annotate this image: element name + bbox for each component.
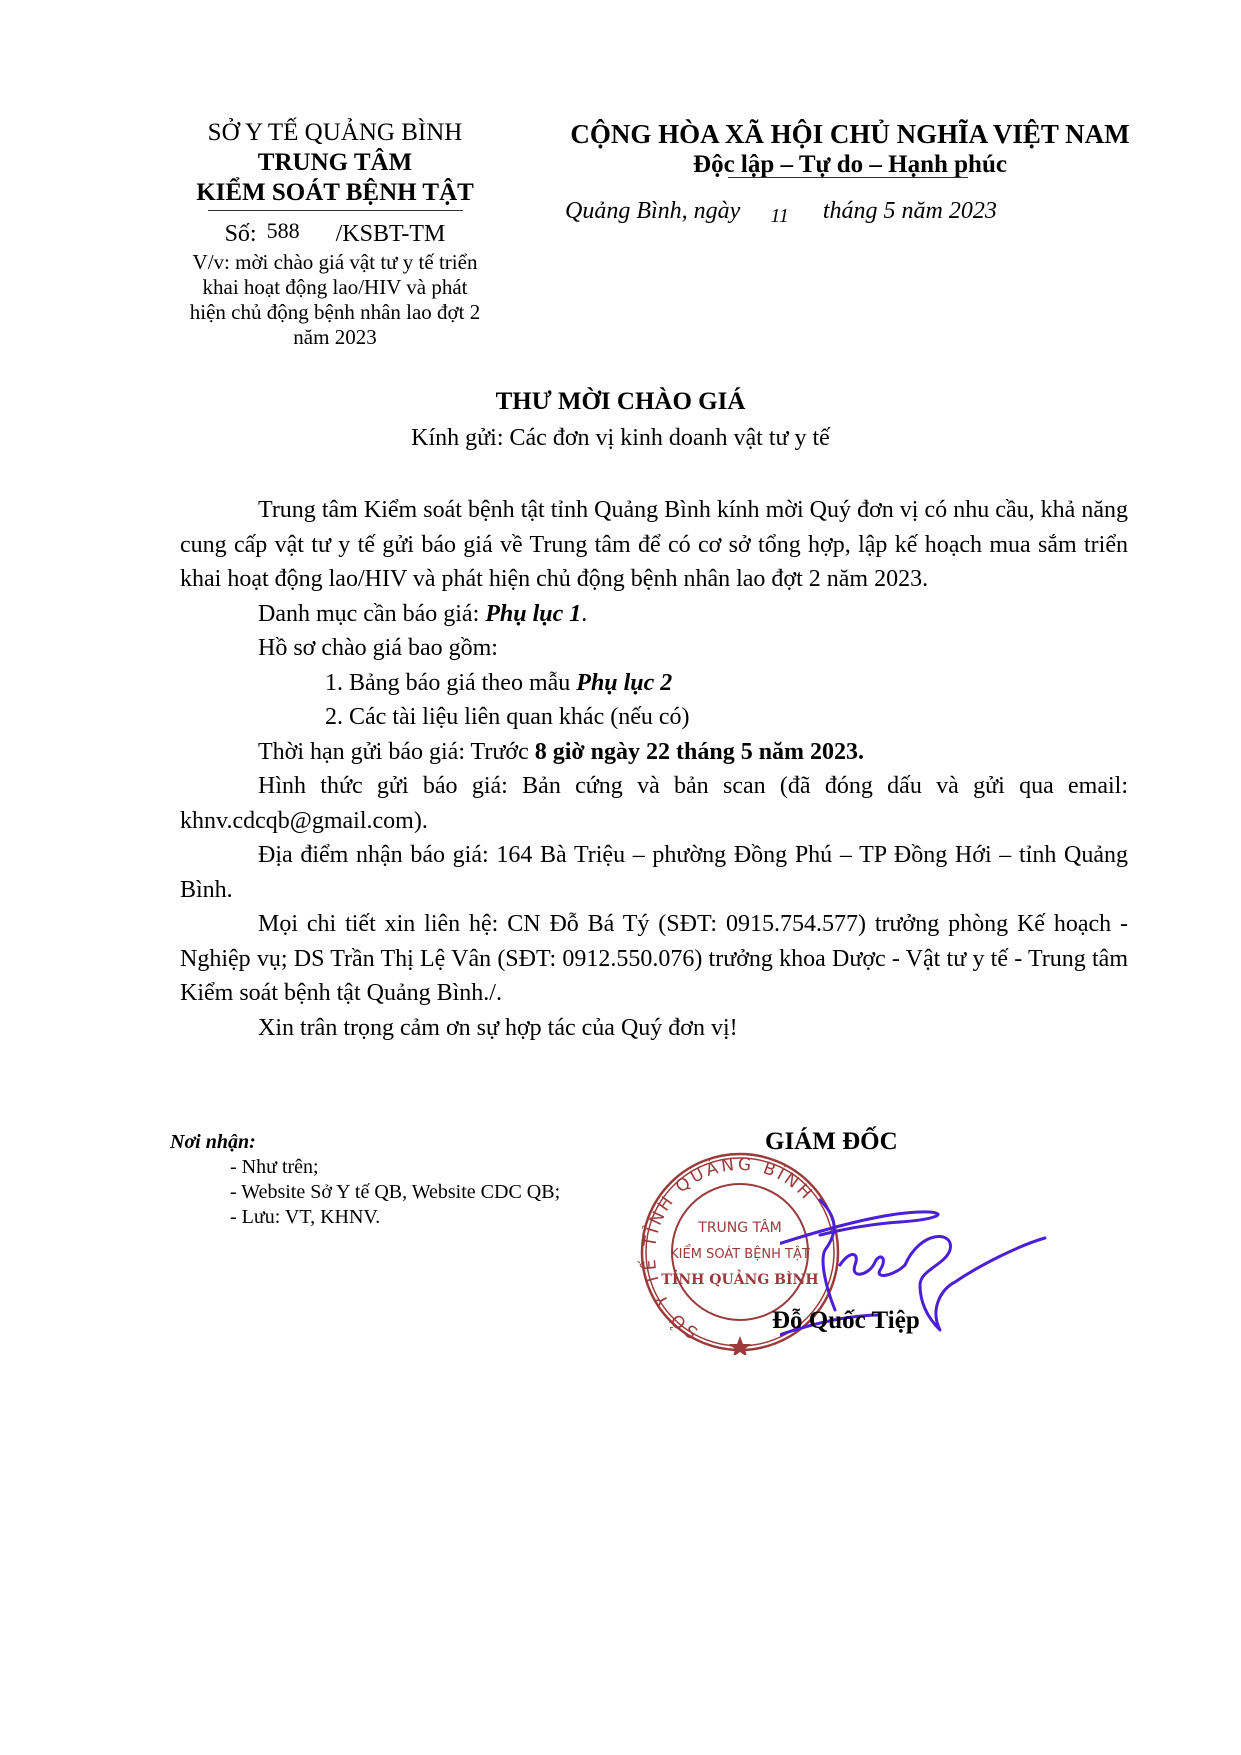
subject-line: V/v: mời chào giá vật tư y tế triển <box>192 250 478 274</box>
appendix-1-ref: Phụ lục 1 <box>485 600 582 627</box>
header-left-divider <box>208 210 463 211</box>
header-right-divider <box>728 177 968 178</box>
document-title: THƯ MỜI CHÀO GIÁ <box>495 388 746 415</box>
date-day: 11 <box>770 205 789 227</box>
method-paragraph: Hình thức gửi báo giá: Bản cứng và bản scan (đã đóng dấu và gửi qua email: khnv.cdcqb@gmail.com). <box>180 773 1128 834</box>
list-paragraph <box>180 597 1128 632</box>
deadline-value: 8 giờ ngày 22 tháng 5 năm 2023. <box>534 738 865 765</box>
date-suffix: tháng 5 năm 2023 <box>822 198 997 224</box>
list-label: Danh mục cần báo giá: <box>258 600 486 627</box>
address-paragraph: Địa điểm nhận báo giá: 164 Bà Triệu – phường Đồng Phú – TP Đồng Hới – tỉnh Quảng Bình. <box>180 842 1128 903</box>
org-name-line1: TRUNG TÂM <box>257 149 413 176</box>
date-prefix: Quảng Bình, ngày <box>565 198 741 224</box>
national-motto: Độc lập – Tự do – Hạnh phúc <box>693 151 1007 178</box>
header-left <box>150 118 520 350</box>
recipient-line: Kính gửi: Các đơn vị kinh doanh vật tư y tế <box>411 425 830 451</box>
svg-text:KIỂM SOÁT BỆNH TẬT: KIỂM SOÁT BỆNH TẬT <box>670 1247 810 1262</box>
deadline-paragraph <box>180 735 1128 770</box>
thanks-paragraph: Xin trân trọng cảm ơn sự hợp tác của Quý đơn vị! <box>258 1014 738 1041</box>
contact-paragraph: Mọi chi tiết xin liên hệ: CN Đỗ Bá Tý (SĐT: 0915.754.577) trưởng phòng Kế hoạch - Nghiệp vụ; DS Trần Thị Lệ Vân (SĐT: 0912.550.076) trưởng khoa Dược - Vật tư y tế - Trung tâm Kiểm soát bệnh tật Quảng Bình./. <box>180 911 1128 1006</box>
subject <box>150 250 520 350</box>
agency-name: SỞ Y TẾ QUẢNG BÌNH <box>207 119 463 146</box>
list-end: . <box>581 600 588 627</box>
document-body <box>180 493 1128 1045</box>
subject-line: năm 2023 <box>293 325 377 349</box>
docs-item-text: 2. Các tài liệu liên quan khác (nếu có) <box>325 704 690 730</box>
docs-label: Hồ sơ chào giá bao gồm: <box>258 635 498 661</box>
recipients-block <box>170 1130 560 1230</box>
header-right <box>520 118 1180 181</box>
recipient-item: - Website Sở Y tế QB, Website CDC QB; <box>230 1181 561 1203</box>
recipient-item: - Lưu: VT, KHNV. <box>230 1206 381 1228</box>
signer-name: Đỗ Quốc Tiệp <box>772 1307 920 1334</box>
document-date <box>565 198 997 228</box>
intro-paragraph: Trung tâm Kiểm soát bệnh tật tỉnh Quảng Bình kính mời Quý đơn vị có nhu cầu, khả năng cung cấp vật tư y tế gửi báo giá về Trung tâm để có cơ sở tổng hợp, lập kế hoạch mua sắm triển khai hoạt động lao/HIV và phát hiện chủ động bệnh nhân lao đợt 2 năm 2023. <box>180 497 1128 592</box>
docs-item <box>180 666 1128 701</box>
recipient-item: - Như trên; <box>230 1156 319 1178</box>
signer-position: GIÁM ĐỐC <box>765 1128 898 1155</box>
document-number <box>150 217 520 248</box>
org-name-line2: KIỂM SOÁT BỆNH TẬT <box>196 179 474 206</box>
appendix-2-ref: Phụ lục 2 <box>576 669 673 696</box>
svg-text:TỈNH QUẢNG BÌNH: TỈNH QUẢNG BÌNH <box>661 1272 819 1288</box>
subject-line: khai hoạt động lao/HIV và phát <box>202 275 468 299</box>
number-prefix: Số: <box>224 221 257 247</box>
deadline-label: Thời hạn gửi báo giá: Trước <box>258 738 535 765</box>
number-suffix: /KSBT-TM <box>335 221 446 247</box>
docs-item-text: 1. Bảng báo giá theo mẫu <box>325 669 577 696</box>
number-value: 588 <box>266 218 300 243</box>
svg-text:TRUNG TÂM: TRUNG TÂM <box>698 1220 782 1236</box>
subject-line: hiện chủ động bệnh nhân lao đợt 2 <box>189 300 481 324</box>
recipients-heading: Nơi nhận: <box>170 1131 256 1153</box>
docs-item <box>180 700 1128 735</box>
country-name: CỘNG HÒA XÃ HỘI CHỦ NGHĨA VIỆT NAM <box>570 119 1130 149</box>
svg-text:SỞ Y TẾ TỈNH QUẢNG BÌNH: SỞ Y TẾ TỈNH QUẢNG BÌNH <box>639 1154 818 1343</box>
